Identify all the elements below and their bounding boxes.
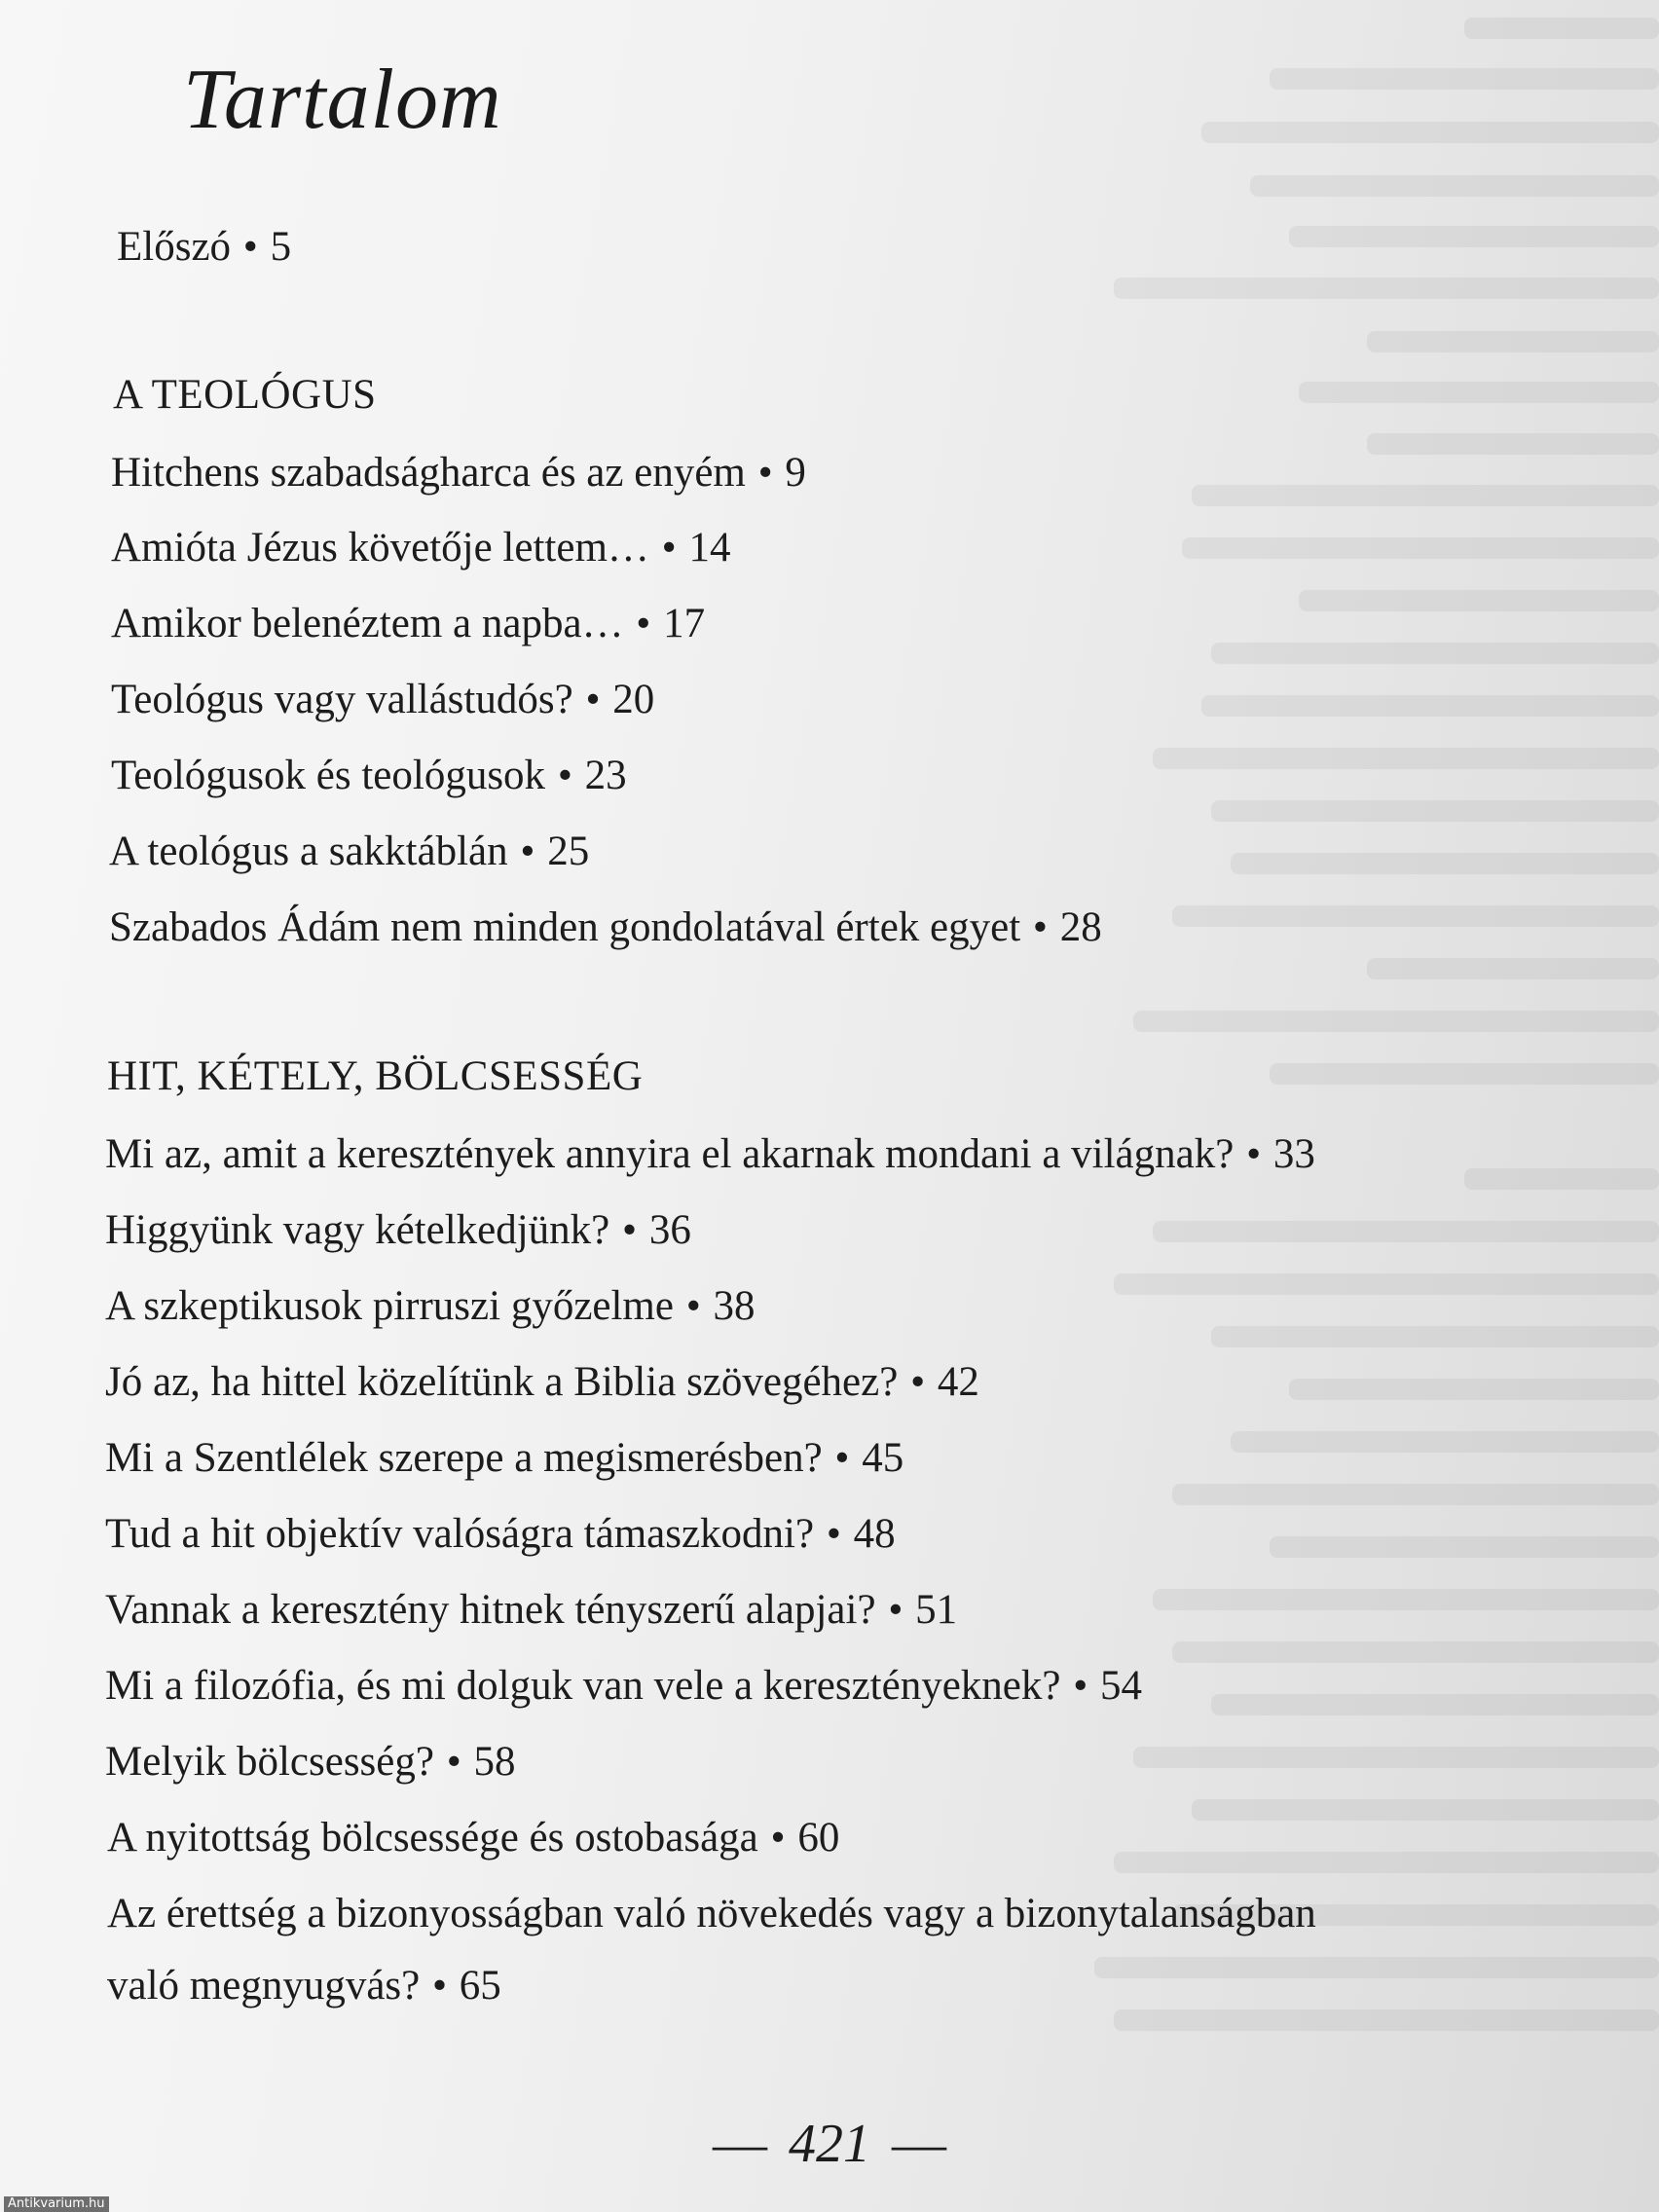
toc-entry (105, 1661, 1142, 1712)
entry-title: Mi a Szentlélek szerepe a megismerésben? (105, 1435, 823, 1481)
entry-title: Az érettség a bizonyosságban való növekedés vagy a bizonytalanságban (107, 1891, 1316, 1936)
toc-entry (109, 903, 1102, 953)
entry-title: A szkeptikusok pirruszi győzelme (105, 1283, 674, 1329)
page-number-value: 421 (789, 2114, 870, 2174)
entry-page: 51 (915, 1587, 958, 1633)
entry-page: 9 (785, 450, 806, 496)
toc-entry (105, 1357, 979, 1408)
entry-title: Szabados Ádám nem minden gondolatával értek egyet (109, 904, 1021, 950)
toc-entry (105, 1433, 903, 1484)
entry-page: 45 (862, 1435, 904, 1481)
entry-page: 42 (937, 1359, 979, 1405)
entry-page: 38 (713, 1283, 756, 1329)
toc-entry (105, 1129, 1315, 1180)
toc-entry (111, 675, 654, 725)
entry-page: 60 (797, 1815, 840, 1861)
entry-title: Teológusok és teológusok (111, 753, 546, 798)
dash-right: — (892, 2114, 946, 2174)
entry-title: Amikor belenéztem a napba… (111, 601, 624, 646)
entry-page: 65 (459, 1963, 501, 2009)
entry-title: Mi a filozófia, és mi dolguk van vele a keresztényeknek? (105, 1663, 1061, 1709)
bullet-separator: • (625, 601, 662, 646)
bullet-separator: • (900, 1359, 936, 1405)
entry-title: Előszó (117, 224, 232, 270)
page-title: Tartalom (183, 53, 502, 147)
bullet-separator: • (242, 224, 269, 270)
bullet-separator: • (877, 1587, 914, 1633)
entry-title: Teológus vagy vallástudós? (111, 677, 573, 722)
page-number (0, 2113, 1659, 2175)
bullet-separator: • (422, 1963, 458, 2009)
entry-page: 58 (473, 1739, 516, 1785)
bullet-separator: • (1235, 1131, 1272, 1177)
entry-page: 20 (612, 677, 655, 722)
entry-page: 17 (663, 601, 706, 646)
bullet-separator: • (650, 525, 687, 571)
bullet-separator: • (1022, 904, 1058, 950)
entry-title: Melyik bölcsesség? (105, 1739, 434, 1785)
entry-title: Hitchens szabadságharca és az enyém (111, 450, 746, 496)
entry-page: 48 (853, 1511, 896, 1557)
entry-page: 28 (1059, 904, 1102, 950)
bullet-separator: • (1062, 1663, 1099, 1709)
entry-page: 54 (1100, 1663, 1143, 1709)
bullet-separator: • (675, 1283, 712, 1329)
toc-entry (105, 1585, 957, 1636)
dash-left: — (713, 2114, 767, 2174)
toc-entry (105, 1205, 691, 1256)
entry-title: Vannak a keresztény hitnek tényszerű alapjai? (105, 1587, 876, 1633)
toc-entry (111, 448, 806, 498)
toc-entry (105, 1509, 896, 1560)
entry-title: A teológus a sakktáblán (109, 829, 508, 874)
toc-entry-multiline (107, 1889, 1316, 1939)
toc-entry-preface (117, 222, 291, 273)
entry-title-continued: való megnyugvás? (107, 1963, 421, 2009)
watermark: Antikvarium.hu (4, 2196, 109, 2212)
bullet-separator: • (509, 829, 546, 874)
entry-title: Higgyünk vagy kételkedjünk? (105, 1207, 610, 1253)
bullet-separator: • (611, 1207, 647, 1253)
section-heading: HIT, KÉTELY, BÖLCSESSÉG (107, 1053, 644, 1099)
bullet-separator: • (574, 677, 611, 722)
toc-entry-continuation (107, 1961, 501, 2011)
toc-entry (111, 523, 730, 573)
entry-title: A nyitottság bölcsessége és ostobasága (107, 1815, 758, 1861)
entry-page: 23 (584, 753, 627, 798)
toc-entry (111, 599, 705, 649)
bullet-separator: • (759, 1815, 796, 1861)
bullet-separator: • (747, 450, 784, 496)
section-heading: A TEOLÓGUS (113, 372, 377, 418)
entry-page: 33 (1272, 1131, 1315, 1177)
bullet-separator: • (816, 1511, 852, 1557)
toc-entry (107, 1813, 839, 1863)
entry-title: Amióta Jézus követője lettem… (111, 525, 649, 571)
toc-entry (111, 751, 627, 801)
entry-title: Tud a hit objektív valóságra támaszkodni? (105, 1511, 815, 1557)
entry-title: Mi az, amit a keresztények annyira el akarnak mondani a világnak? (105, 1131, 1235, 1177)
entry-page: 36 (648, 1207, 691, 1253)
toc-entry (105, 1737, 516, 1788)
entry-page: 25 (547, 829, 590, 874)
toc-entry (105, 1281, 756, 1332)
bullet-separator: • (435, 1739, 472, 1785)
toc-entry (109, 827, 589, 877)
entry-page: 5 (270, 224, 292, 270)
bullet-separator: • (547, 753, 583, 798)
entry-page: 14 (688, 525, 731, 571)
entry-title: Jó az, ha hittel közelítünk a Biblia szövegéhez? (105, 1359, 899, 1405)
bullet-separator: • (824, 1435, 861, 1481)
